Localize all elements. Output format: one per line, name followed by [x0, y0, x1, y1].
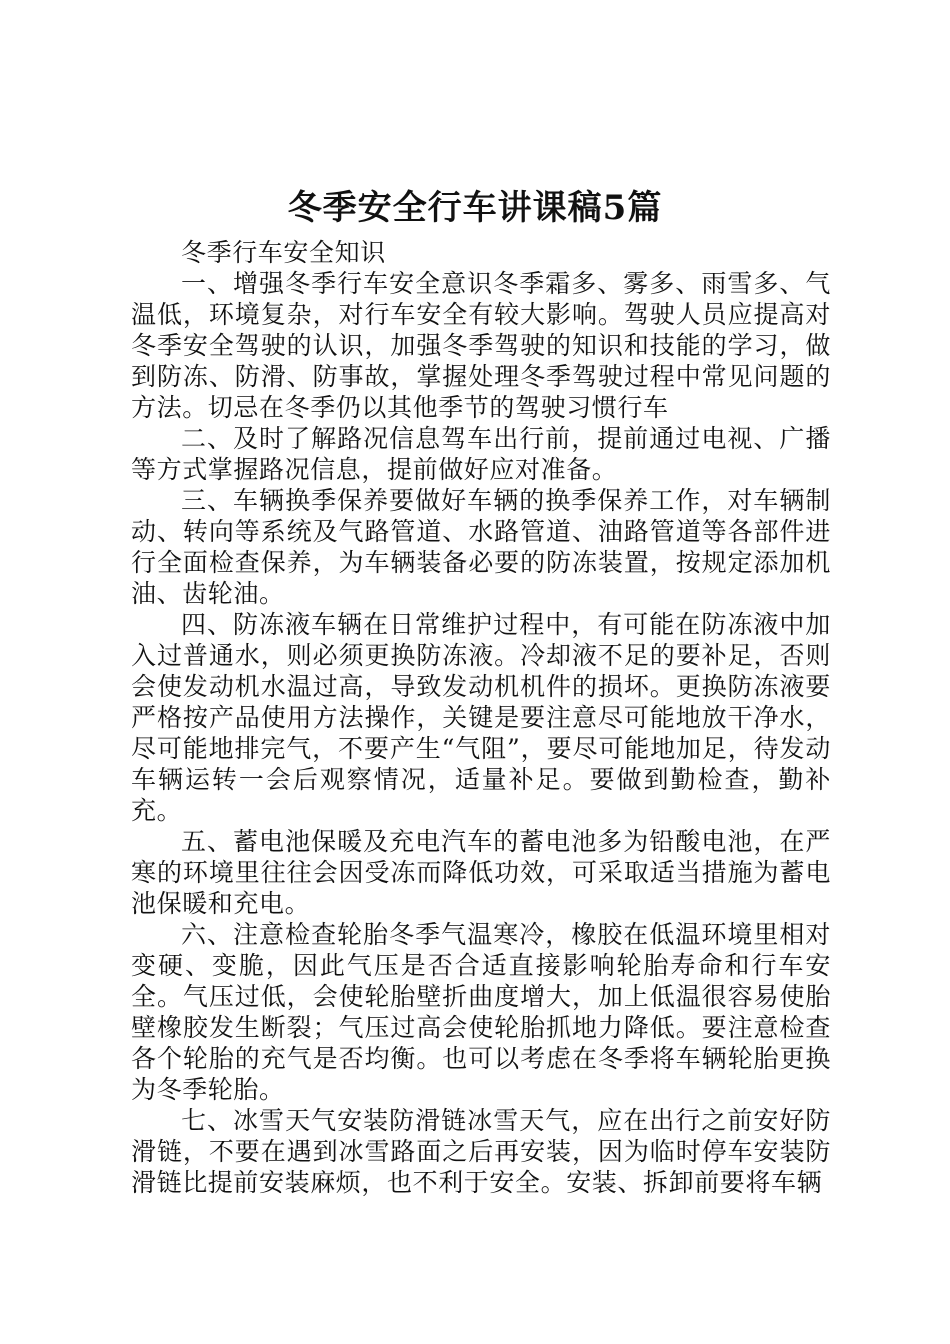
document-title: 冬季安全行车讲课稿5篇	[287, 188, 663, 228]
section-heading: 冬季行车安全知识	[181, 238, 386, 267]
paragraph-1: 一、增强冬季行车安全意识冬季霜多、雾多、雨雪多、气温低，环境复杂，对行车安全有较大影响。驾驶人员应提高对冬季安全驾驶的认识，加强冬季驾驶的知识和技能的学习，做到防冻、防滑、防事故，掌握处理冬季驾驶过程中常见问题的方法。切忌在冬季仍以其他季节的驾驶习惯行车	[131, 269, 831, 422]
paragraph-3: 三、车辆换季保养要做好车辆的换季保养工作，对车辆制动、转向等系统及气路管道、水路管道、油路管道等各部件进行全面检查保养，为车辆装备必要的防冻装置，按规定添加机油、齿轮油。	[131, 486, 831, 608]
paragraph-7: 七、冰雪天气安装防滑链冰雪天气，应在出行之前安好防滑链，不要在遇到冰雪路面之后再安装，因为临时停车安装防滑链比提前安装麻烦，也不利于安全。安装、拆卸前要将车辆	[131, 1106, 831, 1197]
document-body	[131, 237, 831, 1198]
paragraph-6: 六、注意检查轮胎冬季气温寒冷，橡胶在低温环境里相对变硬、变脆，因此气压是否合适直接影响轮胎寿命和行车安全。气压过低，会使轮胎壁折曲度增大，加上低温很容易使胎壁橡胶发生断裂；气压过高会使轮胎抓地力降低。要注意检查各个轮胎的充气是否均衡。也可以考虑在冬季将车辆轮胎更换为冬季轮胎。	[131, 920, 831, 1104]
paragraph-4: 四、防冻液车辆在日常维护过程中，有可能在防冻液中加入过普通水，则必须更换防冻液。冷却液不足的要补足，否则会使发动机水温过高，导致发动机机件的损坏。更换防冻液要严格按产品使用方法操作，关键是要注意尽可能地放干净水，尽可能地排完气，不要产生“气阻”，要尽可能地加足，待发动车辆运转一会后观察情况，适量补足。要做到勤检查，勤补充。	[131, 610, 831, 825]
paragraph-2: 二、及时了解路况信息驾车出行前，提前通过电视、广播等方式掌握路况信息，提前做好应对准备。	[131, 424, 831, 484]
paragraph-5: 五、蓄电池保暖及充电汽车的蓄电池多为铅酸电池，在严寒的环境里往往会因受冻而降低功效，可采取适当措施为蓄电池保暖和充电。	[131, 827, 831, 918]
